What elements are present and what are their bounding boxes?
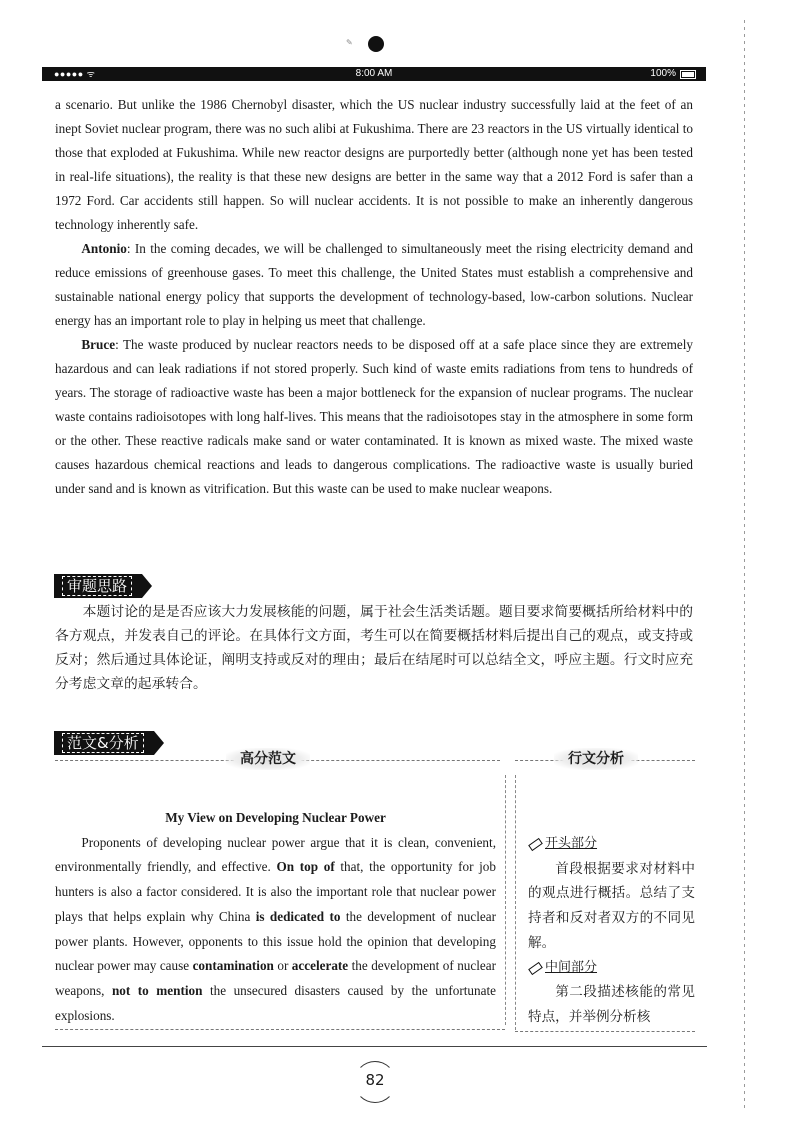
corner-mark: ✎ xyxy=(346,38,353,47)
status-time: 8:00 AM xyxy=(355,68,393,79)
pen-icon xyxy=(528,838,542,850)
essay-box-bottom-rule xyxy=(55,1029,505,1030)
analysis-heading-opening: 开头部分 xyxy=(528,832,695,857)
writing-analysis-tag: 行文分析 xyxy=(554,748,638,770)
analysis-box-left-rule xyxy=(515,775,516,1030)
speaker-antonio: Antonio xyxy=(81,241,127,256)
analysis-paragraph-opening: 首段根据要求对材料中的观点进行概括。总结了支持者和反对者双方的不同见解。 xyxy=(528,860,695,951)
phrase-contamination: contamination xyxy=(192,958,274,974)
phrase-on-top-of: On top of xyxy=(276,859,335,875)
section-label-sample-essay: 范文&分析 xyxy=(54,731,154,755)
writing-analysis xyxy=(528,832,695,1030)
essay-paragraph-1: Proponents of developing nuclear power argue that it is clean, convenient, environmentally friendly, and effective. On top of that, the opportunity for job hunters is also a factor considered. It is also the important role that nuclear power plays that helps explain why China is dedicated to the development of nuclear power plants. However, opponents to this issue hold the opinion that developing nuclear power may cause contamination or accelerate the development of nuclear weapons, not to mention the unsecured disasters caused by the unfortunate explosions. xyxy=(55,834,496,1023)
battery-indicator xyxy=(650,67,696,81)
phrase-accelerate: accelerate xyxy=(291,958,349,974)
battery-icon xyxy=(680,70,696,79)
pen-icon xyxy=(528,962,542,974)
analysis-box-bottom-rule xyxy=(515,1031,695,1032)
section-label-analysis-approach: 审题思路 xyxy=(54,574,142,598)
essay-box-divider xyxy=(505,775,506,1025)
analysis-heading-middle: 中间部分 xyxy=(528,956,695,981)
article-paragraph-2: Antonio: In the coming decades, we will be challenged to simultaneously meet the rising electricity demand and reduce emissions of greenhouse gases. To meet this challenge, the United States must establish a comprehensive and sustainable national energy policy that supports the development of technology-based, low-carbon solutions. Nuclear energy has an important role to play in helping us meet that challenge. xyxy=(55,241,693,328)
analysis-paragraph-middle: 第二段描述核能的常见特点，并举例分析核 xyxy=(528,984,695,1025)
sample-essay xyxy=(55,806,496,1028)
page-number: 82 xyxy=(354,1061,396,1103)
page-edge-divider xyxy=(744,20,745,1110)
phrase-not-to-mention: not to mention xyxy=(111,982,203,998)
sample-essay-tag: 高分范文 xyxy=(226,748,310,770)
status-bar xyxy=(42,67,706,81)
article-text xyxy=(55,93,693,501)
phrase-dedicated-to: is dedicated to xyxy=(255,908,341,924)
footer-rule xyxy=(42,1046,707,1047)
essay-title: My View on Developing Nuclear Power xyxy=(165,810,386,825)
analysis-approach-text: 本题讨论的是是否应该大力发展核能的问题，属于社会生活类话题。题目要求简要概括所给材料中的各方观点，并发表自己的评论。在具体行文方面，考生可以在简要概括材料后提出自己的观点，或支持或反对；然后通过具体论证，阐明支持或反对的理由；最后在结尾时可以总结全文，呼应主题。行文时应充分考虑文章的起承转合。 xyxy=(55,604,693,692)
article-paragraph-1: a scenario. But unlike the 1986 Chernobyl disaster, which the US nuclear industry successfully laid at the feet of an inept Soviet nuclear program, there was no such alibi at Fukushima. There are 23 reactors in the US virtually identical to those that exploded at Fukushima. While new reactor designs are purportedly better (although none yet has been tested in real-life situations), the reality is that these new designs are better in the same way that a 2012 Ford is safer than a 1972 Ford. Car accidents still happen. So will nuclear accidents. It is not possible to make an inherently dangerous technology inherently safe. xyxy=(55,97,693,232)
camera-dot xyxy=(368,36,384,52)
signal-icon: ●●●●● ᯤ xyxy=(54,69,96,79)
article-paragraph-3: Bruce: The waste produced by nuclear reactors needs to be disposed off at a safe place since they are extremely hazardous and can leak radiations if not stored properly. Such kind of waste emits radiations from tens to hundreds of years. The storage of radioactive waste has been a major bottleneck for the expansion of nuclear programs. The nuclear waste contains radioisotopes with long half-lives. This means that the radioisotopes stay in the atmosphere in some form or the other. These reactive radicals make sand or water contaminated. It is known as mixed waste. The mixed waste causes hazardous chemical reactions and leads to dangerous complications. The radioactive waste is usually buried under sand and is known as vitrification. But this waste can be used to make nuclear weapons. xyxy=(55,337,693,496)
speaker-bruce: Bruce xyxy=(81,337,116,352)
battery-percent: 100% xyxy=(650,68,676,79)
